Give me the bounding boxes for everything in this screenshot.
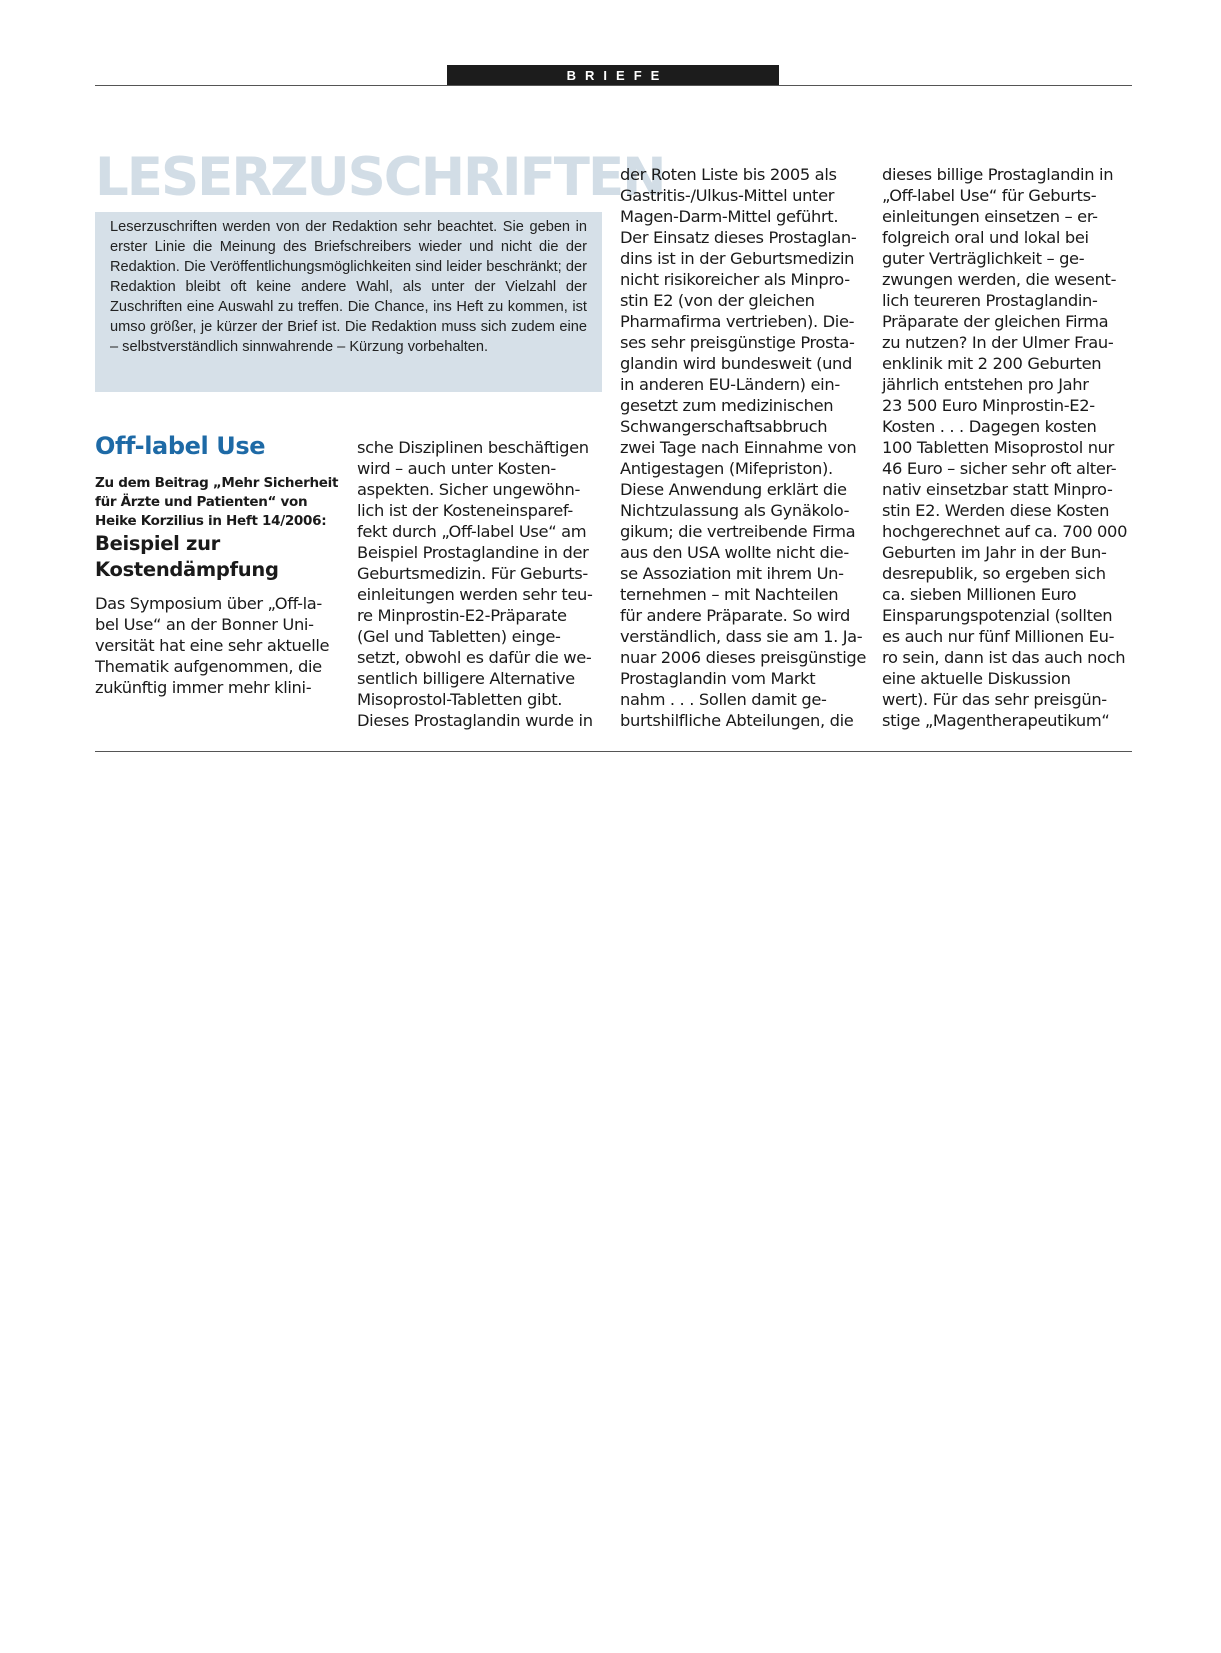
- body-line: wird – auch unter Kosten-: [357, 459, 556, 478]
- article-subheading: Beispiel zur Kostendämpfung: [95, 532, 279, 581]
- body-line: Thematik aufgenommen, die: [95, 657, 322, 676]
- body-line: hochgerechnet auf ca. 700 000: [882, 522, 1128, 541]
- body-line: aspekten. Sicher ungewöhn-: [357, 480, 581, 499]
- body-line: einleitungen einsetzen – er-: [882, 207, 1098, 226]
- body-line: Magen-Darm-Mittel geführt.: [620, 207, 839, 226]
- section-label: BRIEFE: [447, 65, 779, 86]
- body-line: zwungen werden, die wesent-: [882, 270, 1117, 289]
- body-line: nahm . . . Sollen damit ge-: [620, 690, 827, 709]
- body-line: Diese Anwendung erklärt die: [620, 480, 847, 499]
- body-line: stin E2. Werden diese Kosten: [882, 501, 1110, 520]
- article-column-3: [620, 164, 872, 731]
- body-line: Das Symposium über „Off-la-: [95, 594, 322, 613]
- body-line: Pharmafirma vertrieben). Die-: [620, 312, 855, 331]
- body-line: Antigestagen (Mifepriston).: [620, 459, 833, 478]
- body-line: zu nutzen? In der Ulmer Frau-: [882, 333, 1114, 352]
- body-line: Prostaglandin vom Markt: [620, 669, 816, 688]
- body-line: Kosten . . . Dagegen kosten: [882, 417, 1097, 436]
- body-line: glandin wird bundesweit (und: [620, 354, 853, 373]
- article-column-2: [357, 437, 609, 731]
- body-line: ternehmen – mit Nachteilen: [620, 585, 839, 604]
- body-line: Misoprostol-Tabletten gibt.: [357, 690, 563, 709]
- body-line: nuar 2006 dieses preisgünstige: [620, 648, 867, 667]
- body-line: versität hat eine sehr aktuelle: [95, 636, 330, 655]
- body-line: enklinik mit 2 200 Geburten: [882, 354, 1102, 373]
- body-line: Beispiel Prostaglandine in der: [357, 543, 589, 562]
- body-line: Dieses Prostaglandin wurde in: [357, 711, 593, 730]
- body-line: 46 Euro – sicher sehr oft alter-: [882, 459, 1117, 478]
- top-rule: [95, 85, 1132, 86]
- body-line: stin E2 (von der gleichen: [620, 291, 815, 310]
- body-line: jährlich entstehen pro Jahr: [882, 375, 1089, 394]
- body-line: zwei Tage nach Einnahme von: [620, 438, 857, 457]
- body-line: der Roten Liste bis 2005 als: [620, 165, 837, 184]
- body-line: bel Use“ an der Bonner Uni-: [95, 615, 314, 634]
- body-line: 100 Tabletten Misoprostol nur: [882, 438, 1114, 457]
- column-body: [357, 437, 609, 731]
- body-line: re Minprostin-E2-Präparate: [357, 606, 567, 625]
- body-line: se Assoziation mit ihrem Un-: [620, 564, 844, 583]
- article-title: Off-label Use: [95, 432, 266, 460]
- body-line: in anderen EU-Ländern) ein-: [620, 375, 840, 394]
- body-line: für andere Präparate. So wird: [620, 606, 850, 625]
- body-line: Geburten im Jahr in der Bun-: [882, 543, 1107, 562]
- body-line: Schwangerschaftsabbruch: [620, 417, 828, 436]
- body-line: dieses billige Prostaglandin in: [882, 165, 1114, 184]
- body-line: gikum; die vertreibende Firma: [620, 522, 856, 541]
- article-column-1: [95, 430, 345, 698]
- body-line: setzt, obwohl es dafür die we-: [357, 648, 592, 667]
- body-line: 23 500 Euro Minprostin-E2-: [882, 396, 1095, 415]
- body-line: dins ist in der Geburtsmedizin: [620, 249, 855, 268]
- body-line: ca. sieben Millionen Euro: [882, 585, 1077, 604]
- body-line: Einsparungspotenzial (sollten: [882, 606, 1113, 625]
- column-body: [620, 164, 872, 731]
- infobox-text: Leserzuschriften werden von der Redaktion sehr beachtet. Sie geben in erster Linie die Meinung des Briefschreibers wieder und nicht die der Redaktion. Die Veröffentlichungsmöglichkeiten sind leider beschränkt; der Redaktion bleibt oft keine andere Wahl, als unter der Vielzahl der Zuschriften eine Auswahl zu treffen. Die Chance, ins Heft zu kommen, ist umso größer, je kürzer der Brief ist. Die Redaktion muss sich zudem eine – selbstverständlich sinnwahrende – Kürzung vorbehalten.: [110, 219, 587, 355]
- body-line: ses sehr preisgünstige Prosta-: [620, 333, 855, 352]
- body-line: eine aktuelle Diskussion: [882, 669, 1071, 688]
- article-column-4: [882, 164, 1134, 731]
- body-line: (Gel und Tabletten) einge-: [357, 627, 561, 646]
- body-line: nativ einsetzbar statt Minpro-: [882, 480, 1113, 499]
- body-line: es auch nur fünf Millionen Eu-: [882, 627, 1115, 646]
- infobox-title: LESERZUSCHRIFTEN: [95, 147, 665, 208]
- article-reference: Zu dem Beitrag „Mehr Sicherheit für Ärzte und Patienten“ von Heike Korzilius in Heft 14/2006:: [95, 475, 339, 529]
- body-line: folgreich oral und lokal bei: [882, 228, 1089, 247]
- body-line: Geburtsmedizin. Für Geburts-: [357, 564, 588, 583]
- body-line: „Off-label Use“ für Geburts-: [882, 186, 1097, 205]
- body-line: lich teureren Prostaglandin-: [882, 291, 1098, 310]
- body-line: wert). Für das sehr preisgün-: [882, 690, 1107, 709]
- body-line: guter Verträglichkeit – ge-: [882, 249, 1085, 268]
- body-line: nicht risikoreicher als Minpro-: [620, 270, 850, 289]
- column-body: [882, 164, 1134, 731]
- body-line: Präparate der gleichen Firma: [882, 312, 1109, 331]
- body-line: aus den USA wollte nicht die-: [620, 543, 849, 562]
- body-line: gesetzt zum medizinischen: [620, 396, 834, 415]
- body-line: Der Einsatz dieses Prostaglan-: [620, 228, 857, 247]
- body-line: ro sein, dann ist das auch noch: [882, 648, 1126, 667]
- body-line: sentlich billigere Alternative: [357, 669, 575, 688]
- body-line: Gastritis-/Ulkus-Mittel unter: [620, 186, 835, 205]
- column-body: [95, 593, 345, 698]
- body-line: stige „Magentherapeutikum“: [882, 711, 1110, 730]
- body-line: zukünftig immer mehr klini-: [95, 678, 312, 697]
- body-line: einleitungen werden sehr teu-: [357, 585, 593, 604]
- body-line: burtshilfliche Abteilungen, die: [620, 711, 854, 730]
- bottom-rule: [95, 751, 1132, 752]
- body-line: fekt durch „Off-label Use“ am: [357, 522, 587, 541]
- body-line: Nichtzulassung als Gynäkolo-: [620, 501, 850, 520]
- body-line: desrepublik, so ergeben sich: [882, 564, 1106, 583]
- body-line: verständlich, dass sie am 1. Ja-: [620, 627, 863, 646]
- body-line: sche Disziplinen beschäftigen: [357, 438, 589, 457]
- body-line: lich ist der Kosteneinsparef-: [357, 501, 573, 520]
